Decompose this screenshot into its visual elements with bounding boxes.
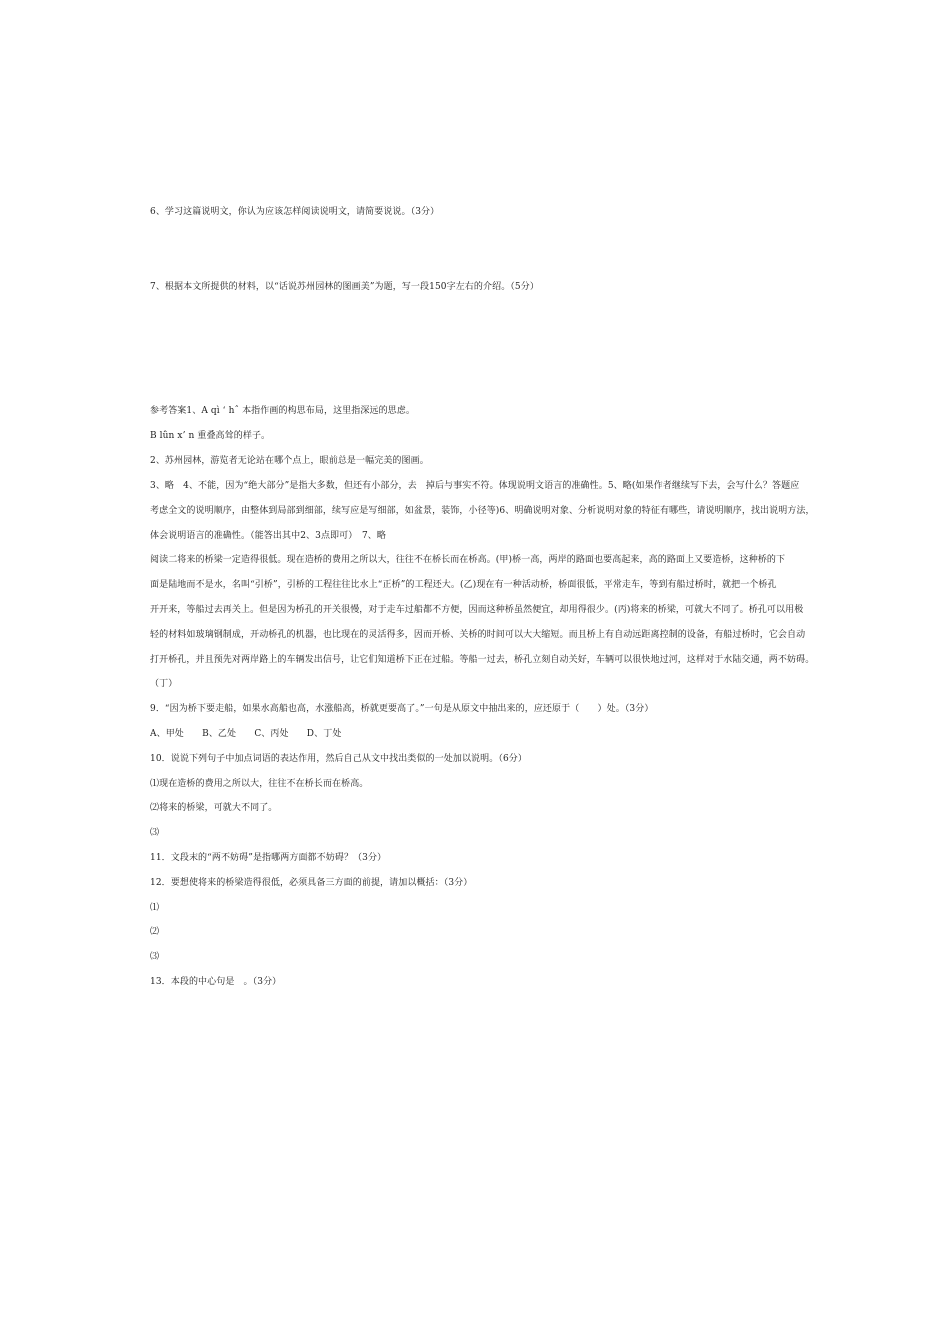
question-12-item-1: ⑴ bbox=[150, 903, 160, 913]
question-10: 10．说说下列句子中加点词语的表达作用，然后自己从文中找出类似的一处加以说明。（6分） bbox=[150, 754, 527, 764]
reading-line-5: 打开桥孔，并且预先对两岸路上的车辆发出信号，让它们知道桥下正在过船。等船一过去，桥孔立刻自动关好，车辆可以很快地过河，这样对于水陆交通，两不妨碍。 bbox=[150, 655, 815, 665]
question-12-item-3: ⑶ bbox=[150, 952, 160, 962]
answer-line-3: 2、苏州园林，游览者无论站在哪个点上，眼前总是一幅完美的图画。 bbox=[150, 456, 429, 466]
reading-line-4: 轻的材料如玻璃钢制成，开动桥孔的机器，也比现在的灵活得多，因而开桥、关桥的时间可以大大缩短。而且桥上有自动远距离控制的设备，有船过桥时，它会自动 bbox=[150, 630, 806, 640]
question-9: 9．“因为桥下要走船，如果水高船也高，水涨船高，桥就更要高了。”一句是从原文中抽出来的，应还原于（ ）处。（3分） bbox=[150, 704, 654, 714]
answer-line-2: B lǚn x’ n 重叠高耸的样子。 bbox=[150, 431, 271, 441]
question-12: 12．要想使将来的桥梁造得很低，必须具备三方面的前提，请加以概括：（3分） bbox=[150, 878, 473, 888]
question-10-item-3: ⑶ bbox=[150, 828, 160, 838]
answer-line-4: 3、略 4、不能，因为“绝大部分”是指大多数，但还有小部分，去 掉后与事实不符。体现说明文语言的准确性。5、略(如果作者继续写下去，会写什么？答题应 bbox=[150, 481, 800, 491]
reading-line-6: （丁） bbox=[150, 679, 178, 689]
question-12-item-2: ⑵ bbox=[150, 927, 160, 937]
answer-line-5: 考虑全文的说明顺序，由整体到局部到细部，续写应是写细部，如盆景，装饰，小径等)6、明确说明对象、分析说明对象的特征有哪些，请说明顺序，找出说明方法， bbox=[150, 506, 815, 516]
question-10-item-1: ⑴现在造桥的费用之所以大，往往不在桥长而在桥高。 bbox=[150, 779, 369, 789]
question-9-options: A、甲处 B、乙处 C、丙处 D、丁处 bbox=[150, 729, 342, 739]
reading-line-3: 开开来，等船过去再关上。但是因为桥孔的开关很慢，对于走车过船都不方便，因而这种桥虽然便宜，却用得很少。(丙)将来的桥梁，可就大不同了。桥孔可以用极 bbox=[150, 605, 804, 615]
answer-line-6: 体会说明语言的准确性。（能答出其中2、3点即可） 7、略 bbox=[150, 531, 386, 541]
question-7: 7、根据本文所提供的材料，以“话说苏州园林的图画美”为题，写一段150字左右的介绍。（5分） bbox=[150, 282, 539, 292]
question-11: 11．文段末的“两不妨碍”是指哪两方面都不妨碍？（3分） bbox=[150, 853, 387, 863]
answer-line-1: 参考答案1、A qì ‘ hˆ 本指作画的构思布局，这里指深远的思虑。 bbox=[150, 406, 415, 416]
reading-line-2: 面是陆地而不是水，名叫“引桥”，引桥的工程往往比水上“正桥”的工程还大。(乙)现在有一种活动桥，桥面很低，平常走车，等到有船过桥时，就把一个桥孔 bbox=[150, 580, 777, 590]
question-13: 13．本段的中心句是 。（3分） bbox=[150, 977, 282, 987]
reading-line-1: 阅读二将来的桥梁一定造得很低。现在造桥的费用之所以大，往往不在桥长而在桥高。(甲)桥一高，两岸的路面也要高起来，高的路面上又要造桥，这种桥的下 bbox=[150, 555, 786, 565]
question-6: 6、学习这篇说明文，你认为应该怎样阅读说明文，请简要说说。（3分） bbox=[150, 207, 440, 217]
question-10-item-2: ⑵将来的桥梁，可就大不同了。 bbox=[150, 803, 278, 813]
